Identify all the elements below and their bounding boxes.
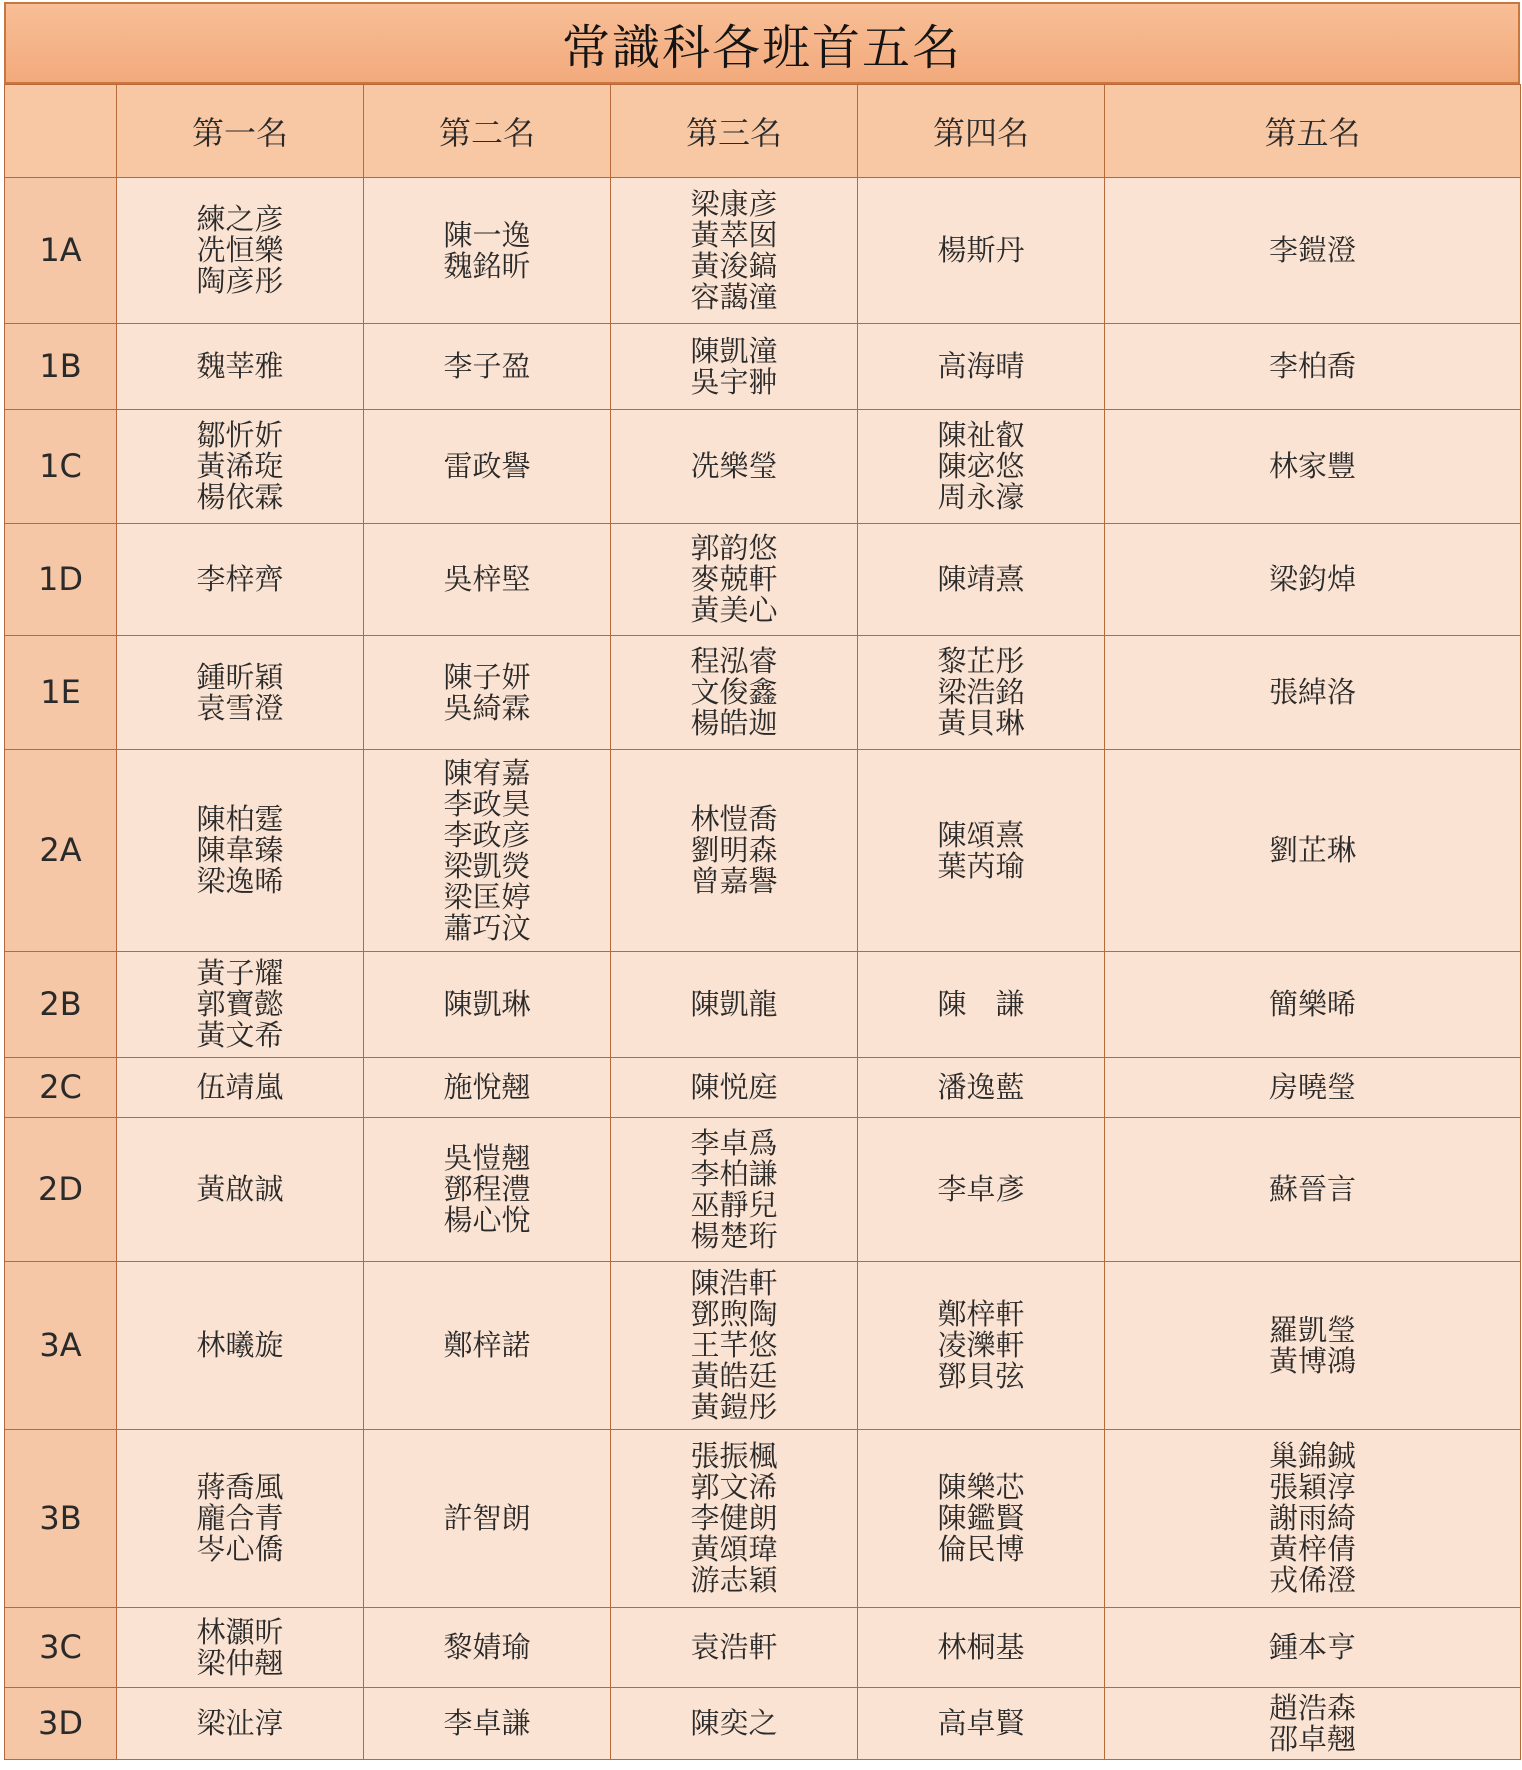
title-bar <box>4 2 1520 84</box>
student-name: 黃梓倩 <box>1268 1532 1356 1566</box>
student-name: 鄭梓諾 <box>443 1328 531 1362</box>
student-name: 李政昊 <box>443 786 531 821</box>
rank-cell <box>117 1608 364 1688</box>
header-rank-3: 第三名 <box>611 85 858 178</box>
student-name: 劉芷琳 <box>1268 833 1356 867</box>
class-label: 2C <box>5 1058 117 1118</box>
rank-cell <box>858 1058 1105 1118</box>
rank-cell <box>858 636 1105 750</box>
rank-cell <box>117 1430 364 1608</box>
student-name: 陳宥嘉 <box>443 755 531 790</box>
table-row <box>5 750 1521 952</box>
student-name: 陳祉叡 <box>937 418 1025 452</box>
class-label: 1E <box>5 636 117 750</box>
student-name: 李梓齊 <box>196 562 284 596</box>
class-label: 3B <box>5 1430 117 1608</box>
student-name: 倫民博 <box>937 1532 1025 1566</box>
student-name: 麥兢軒 <box>690 562 778 596</box>
student-name: 梁仲翹 <box>196 1645 284 1680</box>
corner-cell <box>5 85 117 178</box>
rank-cell <box>1105 636 1521 750</box>
student-name: 高卓賢 <box>937 1706 1025 1740</box>
student-name: 趙浩森 <box>1268 1690 1356 1725</box>
rank-cell <box>1105 1058 1521 1118</box>
student-name: 許智朗 <box>443 1501 531 1535</box>
rank-cell <box>611 1118 858 1262</box>
rank-cell <box>858 324 1105 410</box>
student-name: 黃貝琳 <box>937 706 1025 740</box>
student-name: 黃鎧彤 <box>690 1390 778 1424</box>
student-name: 梁匡婷 <box>443 879 531 914</box>
rank-cell <box>611 524 858 636</box>
rank-cell <box>858 1118 1105 1262</box>
rank-cell <box>611 324 858 410</box>
header-rank-5: 第五名 <box>1105 85 1521 178</box>
student-name: 鄧煦陶 <box>690 1297 778 1331</box>
student-name: 梁凱熒 <box>443 848 531 883</box>
table-row <box>5 952 1521 1058</box>
student-name: 李子盈 <box>443 349 531 383</box>
ranking-table <box>4 84 1521 1760</box>
student-name: 林曦旋 <box>196 1328 284 1362</box>
student-name: 凌濼軒 <box>937 1328 1025 1362</box>
rank-cell <box>364 324 611 410</box>
student-name: 陳鑑賢 <box>937 1501 1025 1535</box>
student-name: 巫靜兒 <box>690 1187 778 1222</box>
student-name: 陳韋臻 <box>196 833 284 867</box>
rank-cell <box>364 1430 611 1608</box>
student-name: 羅凱瑩 <box>1268 1312 1356 1347</box>
page-title: 常識科各班首五名 <box>561 19 962 76</box>
rank-cell <box>1105 178 1521 324</box>
student-name: 張振楓 <box>690 1439 778 1473</box>
student-name: 陳靖熹 <box>937 562 1025 596</box>
rank-cell <box>1105 1118 1521 1262</box>
student-name: 黎婧瑜 <box>443 1630 531 1664</box>
rank-cell <box>1105 1262 1521 1430</box>
table-row <box>5 410 1521 524</box>
student-name: 陳頌熹 <box>937 817 1025 852</box>
rank-cell <box>611 1262 858 1430</box>
student-name: 蕭巧汶 <box>443 910 531 945</box>
student-name: 林愷喬 <box>690 802 778 836</box>
rank-cell <box>364 524 611 636</box>
ranking-sheet <box>4 2 1520 1768</box>
student-name: 梁康彦 <box>690 186 778 221</box>
student-name: 黃浚鎬 <box>690 248 778 283</box>
class-label: 1B <box>5 324 117 410</box>
student-name: 文俊鑫 <box>690 675 778 709</box>
student-name: 郭寶懿 <box>196 987 284 1021</box>
student-name: 岑心僑 <box>196 1532 284 1566</box>
rank-cell <box>117 1688 364 1760</box>
rank-cell <box>364 178 611 324</box>
header-rank-4: 第四名 <box>858 85 1105 178</box>
rank-cell <box>1105 324 1521 410</box>
rank-cell <box>117 524 364 636</box>
rank-cell <box>117 178 364 324</box>
class-label: 1A <box>5 178 117 324</box>
student-name: 黃博鴻 <box>1268 1343 1356 1378</box>
rank-cell <box>858 952 1105 1058</box>
rank-cell <box>1105 1430 1521 1608</box>
student-name: 李柏喬 <box>1268 349 1356 383</box>
table-row <box>5 524 1521 636</box>
student-name: 陳浩軒 <box>690 1266 778 1300</box>
rank-cell <box>611 750 858 952</box>
header-rank-1: 第一名 <box>117 85 364 178</box>
class-label: 2B <box>5 952 117 1058</box>
student-name: 王芊悠 <box>690 1328 778 1362</box>
class-label: 3D <box>5 1688 117 1760</box>
student-name: 李卓謙 <box>443 1706 531 1740</box>
student-name: 鍾本亨 <box>1268 1630 1356 1664</box>
student-name: 林桐基 <box>937 1630 1025 1664</box>
student-name: 陳凱龍 <box>690 987 778 1021</box>
rank-cell <box>858 1262 1105 1430</box>
student-name: 黃美心 <box>690 593 778 627</box>
student-name: 陳奕之 <box>690 1706 778 1740</box>
class-label: 1D <box>5 524 117 636</box>
student-name: 鍾昕穎 <box>196 659 284 694</box>
rank-cell <box>611 636 858 750</box>
student-name: 葉芮瑜 <box>937 848 1025 883</box>
student-name: 練之彦 <box>196 202 284 236</box>
student-name: 李健朗 <box>690 1501 778 1535</box>
student-name: 陳子妍 <box>443 659 531 694</box>
student-name: 陳宓悠 <box>937 449 1025 483</box>
student-name: 黃頌瑋 <box>690 1532 778 1566</box>
table-row <box>5 324 1521 410</box>
student-name: 楊斯丹 <box>937 233 1025 267</box>
student-name: 黃啟誠 <box>196 1172 284 1206</box>
rank-cell <box>611 1430 858 1608</box>
student-name: 陶彦彤 <box>196 264 284 298</box>
student-name: 吳梓堅 <box>443 562 531 596</box>
rank-cell <box>858 1688 1105 1760</box>
student-name: 陳 謙 <box>937 987 1025 1021</box>
student-name: 邵卓翹 <box>1268 1721 1356 1756</box>
rank-cell <box>858 750 1105 952</box>
student-name: 黃皓廷 <box>690 1359 778 1393</box>
student-name: 龐合青 <box>196 1501 284 1535</box>
student-name: 郭文浠 <box>690 1470 778 1504</box>
student-name: 雷政譽 <box>443 449 531 483</box>
student-name: 陳凱潼 <box>690 333 778 368</box>
student-name: 戎俙澄 <box>1268 1563 1356 1597</box>
student-name: 冼恒樂 <box>196 233 284 267</box>
rank-cell <box>364 1058 611 1118</box>
table-row <box>5 1430 1521 1608</box>
rank-cell <box>364 410 611 524</box>
rank-cell <box>364 1688 611 1760</box>
student-name: 陳樂芯 <box>937 1470 1025 1504</box>
rank-cell <box>364 1118 611 1262</box>
table-row <box>5 1058 1521 1118</box>
student-name: 陳柏霆 <box>196 802 284 836</box>
rank-cell <box>117 952 364 1058</box>
table-row <box>5 636 1521 750</box>
student-name: 李政彦 <box>443 817 531 852</box>
rank-cell <box>364 636 611 750</box>
student-name: 劉明森 <box>690 833 778 867</box>
header-row <box>5 85 1521 178</box>
class-label: 3C <box>5 1608 117 1688</box>
student-name: 黃子耀 <box>196 956 284 990</box>
student-name: 鄧貝弦 <box>937 1359 1025 1393</box>
student-name: 潘逸藍 <box>937 1070 1025 1104</box>
student-name: 謝雨綺 <box>1268 1501 1356 1535</box>
rank-cell <box>117 1118 364 1262</box>
table-row <box>5 1688 1521 1760</box>
student-name: 袁浩軒 <box>690 1630 778 1664</box>
student-name: 張穎淳 <box>1268 1470 1356 1504</box>
student-name: 李卓爲 <box>690 1125 778 1160</box>
student-name: 李鎧澄 <box>1268 233 1356 267</box>
student-name: 林灝昕 <box>196 1614 284 1649</box>
rank-cell <box>1105 410 1521 524</box>
student-name: 黎芷彤 <box>937 644 1025 678</box>
header-rank-2: 第二名 <box>364 85 611 178</box>
student-name: 楊楚珩 <box>690 1218 778 1253</box>
student-name: 袁雪澄 <box>196 690 284 725</box>
student-name: 高海晴 <box>937 349 1025 383</box>
rank-cell <box>611 410 858 524</box>
student-name: 巢錦鋮 <box>1268 1439 1356 1473</box>
student-name: 魏銘昕 <box>443 248 531 283</box>
rank-cell <box>364 952 611 1058</box>
table-row <box>5 1262 1521 1430</box>
table-body <box>5 178 1521 1760</box>
rank-cell <box>611 1058 858 1118</box>
rank-cell <box>117 410 364 524</box>
rank-cell <box>117 324 364 410</box>
rank-cell <box>1105 1608 1521 1688</box>
rank-cell <box>1105 524 1521 636</box>
rank-cell <box>611 952 858 1058</box>
student-name: 梁鈞焯 <box>1268 562 1356 596</box>
student-name: 張綽洛 <box>1268 675 1356 709</box>
rank-cell <box>117 1262 364 1430</box>
student-name: 梁浩銘 <box>937 675 1025 709</box>
rank-cell <box>1105 750 1521 952</box>
student-name: 房曉瑩 <box>1268 1070 1356 1104</box>
student-name: 蔣喬風 <box>196 1470 284 1504</box>
student-name: 梁逸晞 <box>196 864 284 898</box>
table-row <box>5 178 1521 324</box>
student-name: 程泓睿 <box>690 644 778 678</box>
table-row <box>5 1608 1521 1688</box>
student-name: 黃文希 <box>196 1018 284 1052</box>
student-name: 李柏謙 <box>690 1156 778 1191</box>
student-name: 伍靖嵐 <box>196 1070 284 1104</box>
student-name: 楊皓迦 <box>690 706 778 740</box>
student-name: 蘇晉言 <box>1268 1172 1356 1206</box>
student-name: 鄧程澧 <box>443 1172 531 1206</box>
class-label: 3A <box>5 1262 117 1430</box>
table-row <box>5 1118 1521 1262</box>
rank-cell <box>1105 952 1521 1058</box>
rank-cell <box>858 1608 1105 1688</box>
student-name: 黃萃囡 <box>690 217 778 252</box>
student-name: 陳一逸 <box>443 217 531 252</box>
rank-cell <box>117 1058 364 1118</box>
rank-cell <box>611 178 858 324</box>
rank-cell <box>117 750 364 952</box>
student-name: 鄭梓軒 <box>937 1297 1025 1331</box>
class-label: 1C <box>5 410 117 524</box>
student-name: 吳愷翹 <box>443 1141 531 1175</box>
student-name: 黃浠琁 <box>196 449 284 483</box>
rank-cell <box>858 524 1105 636</box>
student-name: 魏莘雅 <box>196 349 284 383</box>
student-name: 陳悦庭 <box>690 1070 778 1104</box>
rank-cell <box>364 1608 611 1688</box>
rank-cell <box>611 1608 858 1688</box>
student-name: 林家豐 <box>1268 449 1356 483</box>
rank-cell <box>364 1262 611 1430</box>
rank-cell <box>117 636 364 750</box>
rank-cell <box>858 410 1105 524</box>
rank-cell <box>611 1688 858 1760</box>
student-name: 梁沚淳 <box>196 1706 284 1740</box>
student-name: 容藹潼 <box>690 279 778 314</box>
class-label: 2D <box>5 1118 117 1262</box>
student-name: 郭韵悠 <box>690 531 778 565</box>
rank-cell <box>1105 1688 1521 1760</box>
student-name: 楊依霖 <box>196 480 284 514</box>
student-name: 施悅翹 <box>443 1070 531 1104</box>
student-name: 楊心悅 <box>443 1203 531 1237</box>
student-name: 吳宇翀 <box>690 364 778 399</box>
student-name: 周永濠 <box>937 480 1025 514</box>
student-name: 鄒忻妡 <box>196 418 284 452</box>
student-name: 陳凱琳 <box>443 987 531 1021</box>
student-name: 曾嘉譽 <box>690 864 778 898</box>
student-name: 冼樂瑩 <box>690 449 778 483</box>
student-name: 簡樂晞 <box>1268 987 1356 1021</box>
class-label: 2A <box>5 750 117 952</box>
rank-cell <box>858 1430 1105 1608</box>
student-name: 吳綺霖 <box>443 690 531 725</box>
student-name: 李卓彥 <box>937 1172 1025 1206</box>
student-name: 游志穎 <box>690 1563 778 1597</box>
rank-cell <box>364 750 611 952</box>
rank-cell <box>858 178 1105 324</box>
